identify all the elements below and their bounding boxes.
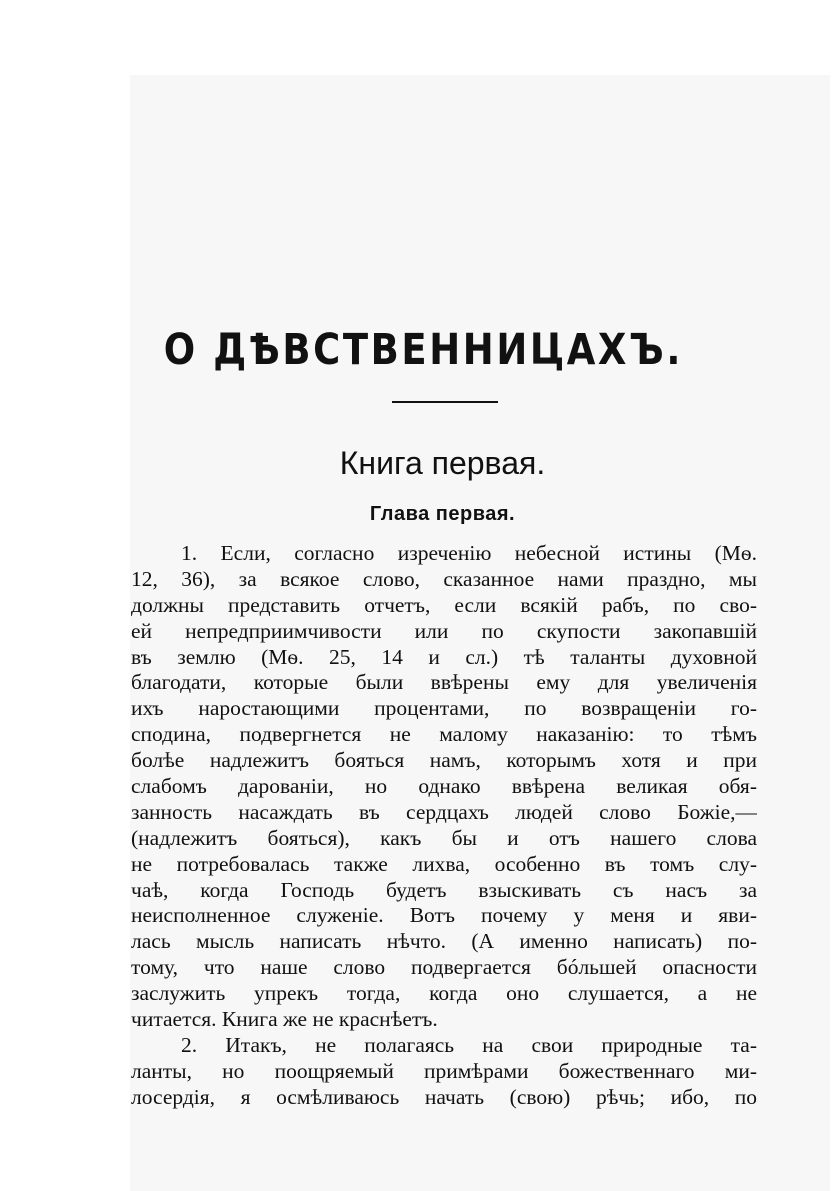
text-line: ихъ наростающими процентами, по возвращенiи го-	[131, 696, 757, 721]
body-text	[131, 541, 757, 1111]
text-line: въ землю (Мѳ. 25, 14 и сл.) тѣ таланты духовной	[131, 644, 757, 669]
text-line: должны представить отчетъ, если всякiй рабъ, по сво-	[131, 592, 757, 617]
text-line: 1. Если, согласно изреченiю небесной истины (Мѳ.	[181, 541, 757, 565]
text-line: болѣе надлежитъ бояться намъ, которымъ хотя и при	[131, 748, 757, 773]
text-line: читается. Книга же не краснѣетъ.	[131, 1007, 438, 1032]
text-line: 12, 36), за всякое слово, сказанное нами праздно, мы	[131, 566, 757, 591]
chapter-heading: Глава первая.	[369, 503, 516, 525]
text-line: слабомъ дарованiи, но однако ввѣрена великая обя-	[131, 774, 757, 799]
text-line: лосердiя, я осмѣливаюсь начать (свою) рѣчь; ибо, по	[131, 1084, 757, 1109]
text-line: (надлежитъ бояться), какъ бы и отъ нашего слова	[131, 825, 757, 850]
page-title: О ДѢВСТВЕННИЦАХЪ.	[163, 325, 683, 375]
book-heading: Книга первая.	[339, 445, 546, 481]
text-line: неисполненное служенiе. Вотъ почему у меня и яви-	[131, 903, 757, 928]
text-line: ей непредприимчивости или по скупости закопавшiй	[131, 618, 757, 643]
text-line: занность насаждать въ сердцахъ людей слово Божiе,—	[131, 799, 757, 824]
text-line: не потребовалась также лихва, особенно въ томъ слу-	[131, 851, 757, 876]
text-line: ланты, но поощряемый примѣрами божественнаго ми-	[131, 1058, 757, 1083]
text-line: заслужить упрекъ тогда, когда оно слушается, а не	[131, 981, 757, 1006]
text-line: сподина, подвергнется не малому наказанiю: то тѣмъ	[131, 722, 757, 747]
text-line: благодати, которые были ввѣрены ему для увеличенiя	[131, 670, 757, 695]
text-line: тому, что наше слово подвергается бóльшей опасности	[131, 955, 757, 980]
text-line: чаѣ, когда Господь будетъ взыскивать съ насъ за	[131, 877, 757, 902]
text-line: 2. Итакъ, не полагаясь на свои природные та-	[181, 1032, 757, 1057]
text-line: лась мысль написать нѣчто. (А именно написать) по-	[131, 929, 757, 954]
title-rule	[392, 401, 498, 403]
